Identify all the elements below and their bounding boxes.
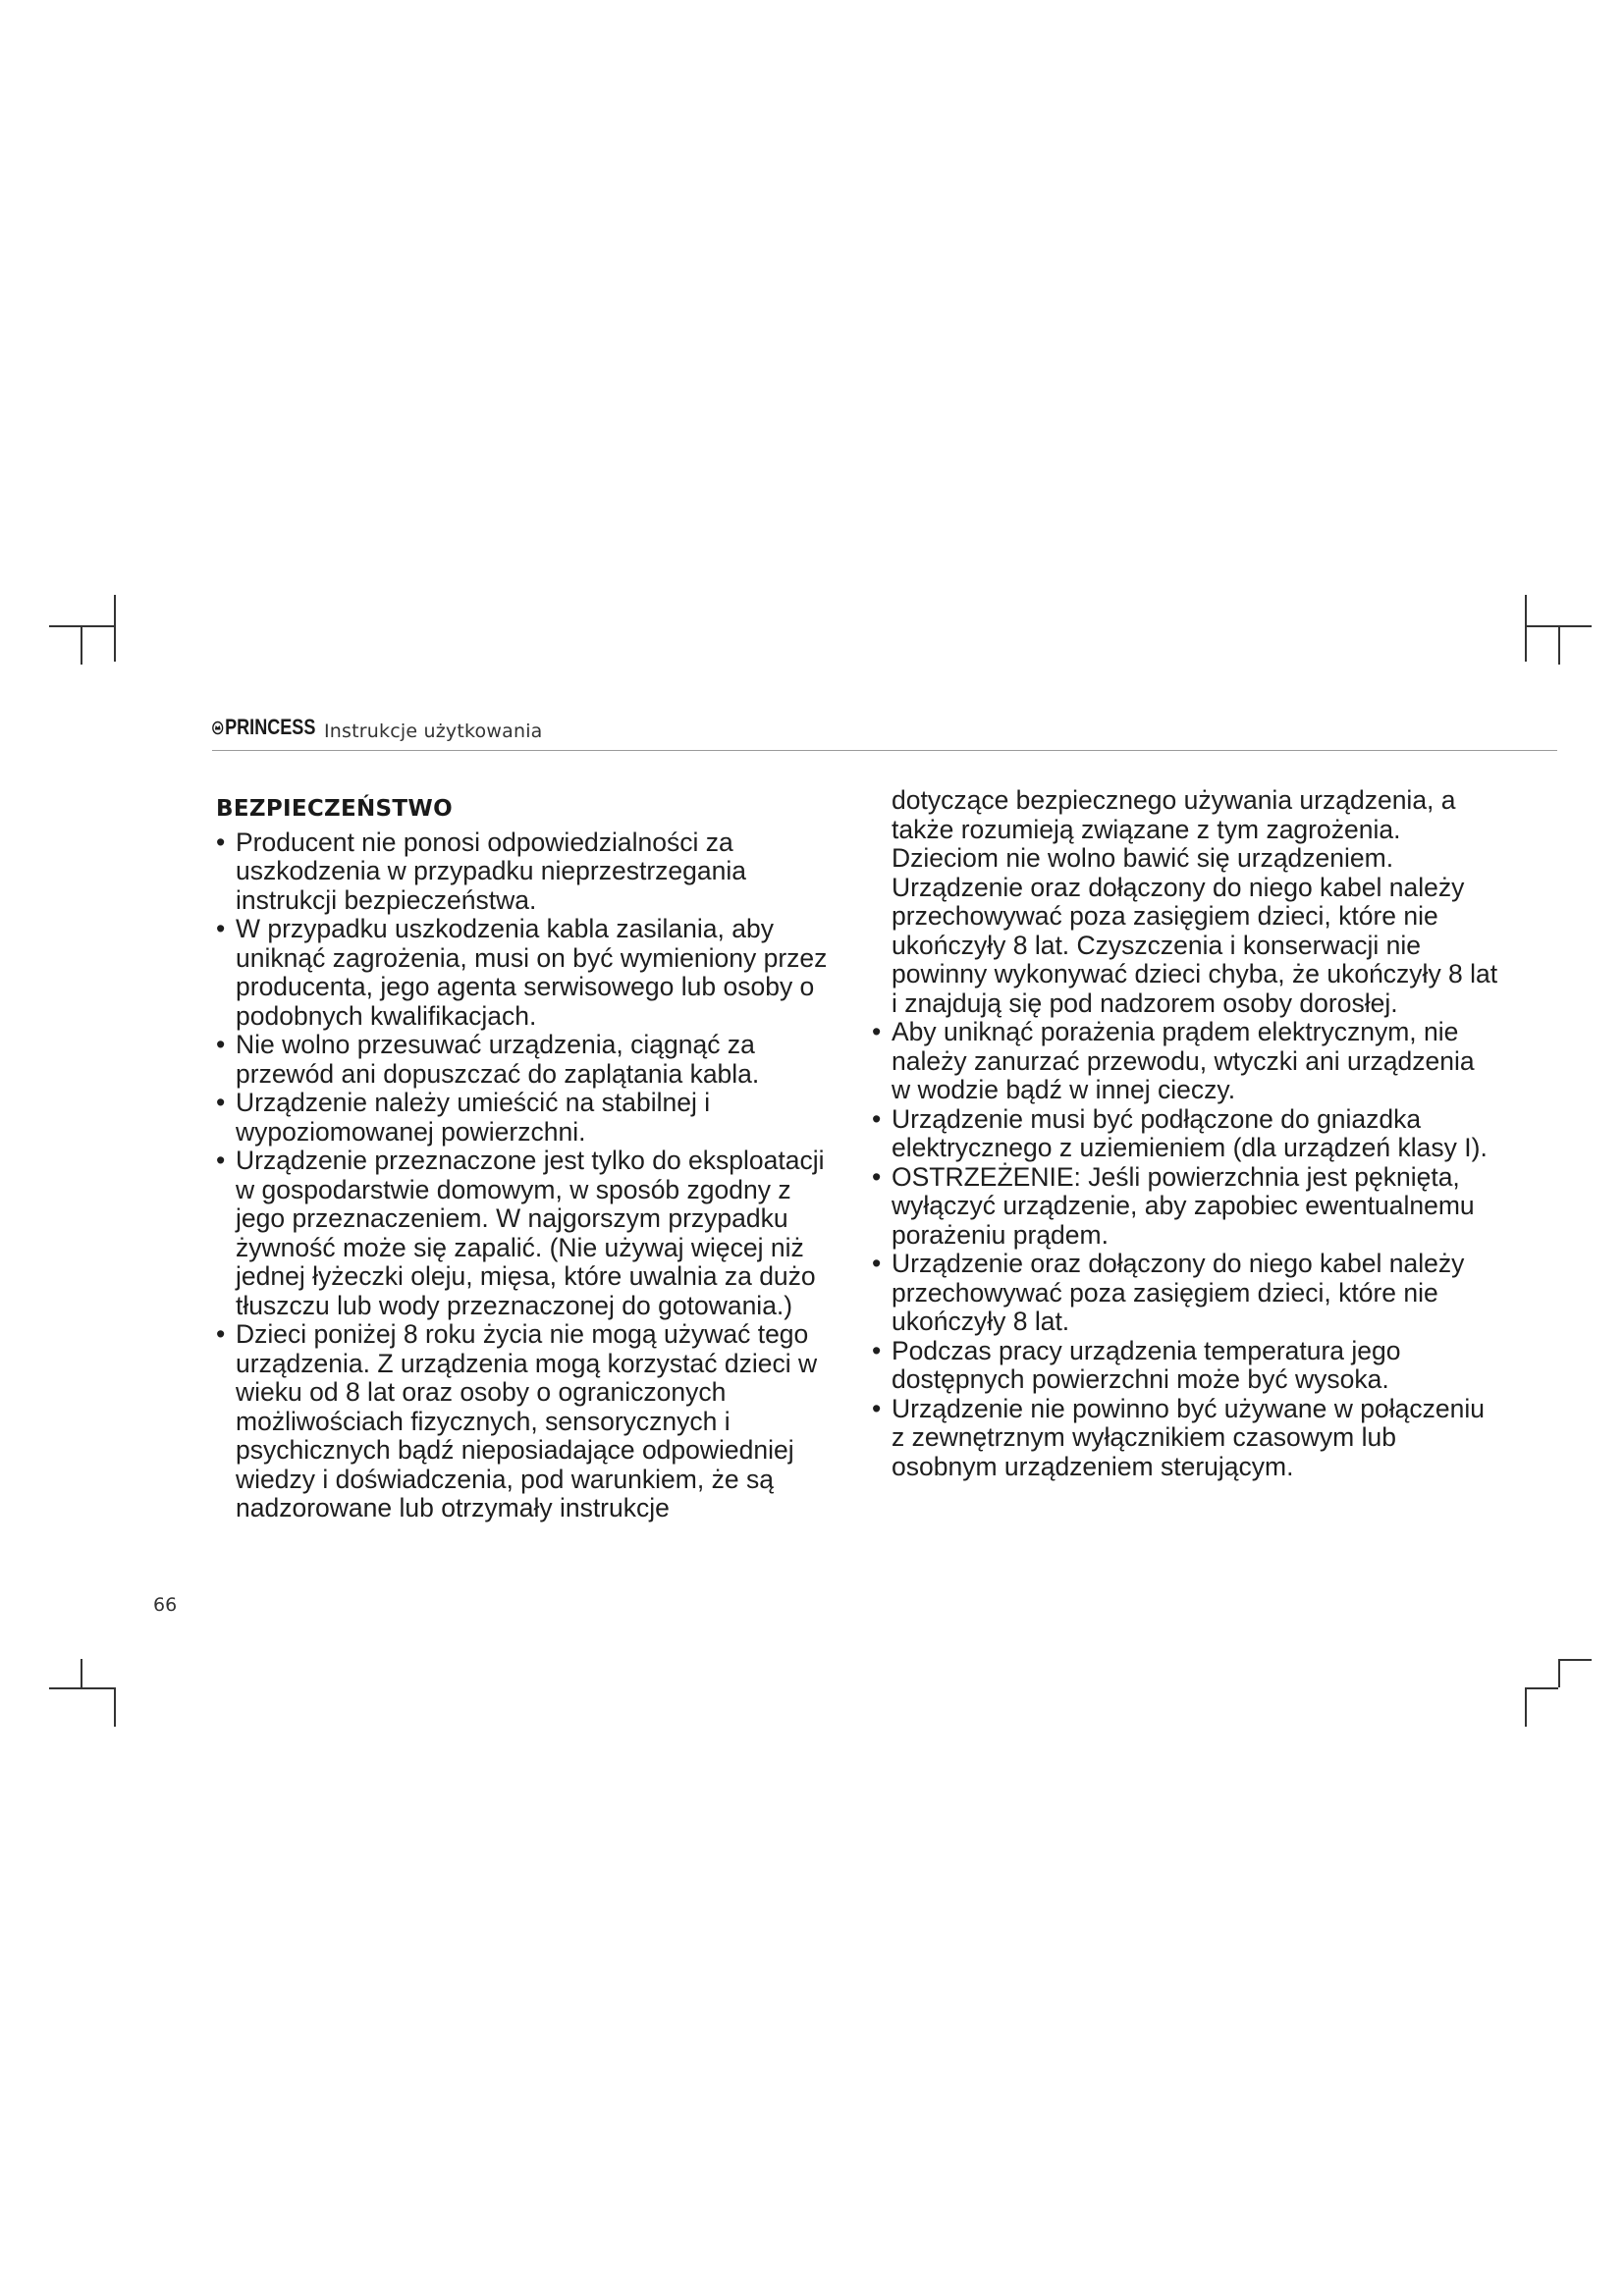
safety-list-left (216, 828, 844, 1523)
list-item: • Urządzenie nie powinno być używane w połączeniu z zewnętrznym wyłącznikiem czasowym lub osobnym urządzeniem sterującym. (872, 1395, 1500, 1482)
list-item: • Urządzenie musi być podłączone do gniazdka elektrycznego z uziemieniem (dla urządzeń klasy I). (872, 1105, 1500, 1163)
left-column (216, 785, 844, 1523)
safety-list-right (872, 1018, 1500, 1481)
list-item: • Producent nie ponosi odpowiedzialności za uszkodzenia w przypadku nieprzestrzegania instrukcji bezpieczeństwa. (216, 828, 844, 916)
list-item: • OSTRZEŻENIE: Jeśli powierzchnia jest pęknięta, wyłączyć urządzenie, aby zapobiec ewentualnemu porażeniu prądem. (872, 1163, 1500, 1251)
brand-name: PRINCESS (225, 715, 316, 739)
list-item: • Aby uniknąć porażenia prądem elektrycznym, nie należy zanurzać przewodu, wtyczki ani urządzenia w wodzie bądź w innej cieczy. (872, 1018, 1500, 1105)
crown-icon (212, 720, 223, 735)
list-item: • Dzieci poniżej 8 roku życia nie mogą używać tego urządzenia. Z urządzenia mogą korzystać dzieci w wieku od 8 lat oraz osoby o ograniczonych możliwościach fizycznych, sensorycznych i psychicznych bądź nieposiadające odpowiedniej wiedzy i doświadczenia, pod warunkiem, że są nadzorowane lub otrzymały instrukcje (216, 1320, 844, 1523)
page-number: 66 (153, 1594, 178, 1616)
right-column (872, 786, 1500, 1481)
section-heading: BEZPIECZEŃSTWO (216, 796, 453, 822)
list-item: • W przypadku uszkodzenia kabla zasilania, aby uniknąć zagrożenia, musi on być wymieniony przez producenta, jego agenta serwisowego lub osoby o podobnych kwalifikacjach. (216, 915, 844, 1031)
list-item: • Urządzenie przeznaczone jest tylko do eksploatacji w gospodarstwie domowym, w sposób zgodny z jego przeznaczeniem. W najgorszym przypadku żywność może się zapalić. (Nie używaj więcej niż jednej łyżeczki oleju, mięsa, które uwalnia za dużo tłuszczu lub wody przeznaczonej do gotowania.) (216, 1147, 844, 1320)
continued-paragraph: dotyczące bezpiecznego używania urządzenia, a także rozumieją związane z tym zagrożenia. Dzieciom nie wolno bawić się urządzeniem. Urządzenie oraz dołączony do niego kabel należy przechowywać poza zasięgiem dzieci, które nie ukończyły 8 lat. Czyszczenia i konserwacji nie powinny wykonywać dzieci chyba, że ukończyły 8 lat i znajdują się pod nadzorem osoby dorosłej. (892, 785, 1498, 1018)
list-item: • Urządzenie należy umieścić na stabilnej i wypoziomowanej powierzchni. (216, 1089, 844, 1147)
list-item: • Urządzenie oraz dołączony do niego kabel należy przechowywać poza zasięgiem dzieci, które nie ukończyły 8 lat. (872, 1250, 1500, 1337)
brand-logo (212, 715, 315, 740)
list-item: • Podczas pracy urządzenia temperatura jego dostępnych powierzchni może być wysoka. (872, 1337, 1500, 1395)
document-title: Instrukcje użytkowania (324, 721, 543, 742)
list-item: • Nie wolno przesuwać urządzenia, ciągnąć za przewód ani dopuszczać do zaplątania kabla. (216, 1031, 844, 1089)
page-header (212, 715, 1557, 751)
